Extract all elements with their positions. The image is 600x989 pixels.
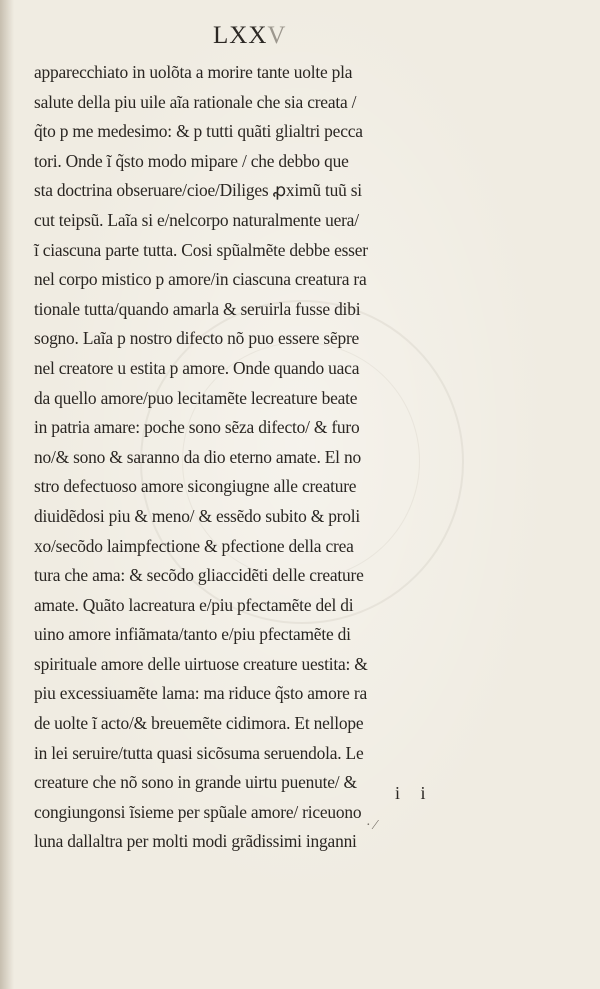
text-line: creature che nõ sono in grande uirtu puenute/ & [34, 772, 357, 793]
text-line: in lei seruire/tutta quasi sicõsuma seruendola. Le [34, 742, 364, 763]
folio-faded-text: V [267, 22, 287, 49]
text-line: tionale tutta/quando amarla & seruirla fusse dibi [34, 298, 361, 319]
text-line: q̃to p me medesimo: & p tutti quãti glialtri pecca [34, 121, 363, 142]
text-line: amate. Quãto lacreatura e/piu pfectamẽte del di [34, 594, 354, 615]
folio-number [213, 22, 286, 50]
pen-mark: · ⁄ [366, 818, 377, 833]
text-line: cut teipsũ. Laĩa si e/nelcorpo naturalmente uera/ [34, 209, 359, 230]
text-block [34, 58, 474, 857]
text-line: sogno. Laĩa p nostro difecto nõ puo essere sẽpre [34, 328, 360, 349]
text-line: diuidẽdosi piu & meno/ & essẽdo subito & proli [34, 505, 361, 526]
text-line: stro defectuoso amore sicongiugne alle creature [34, 476, 357, 497]
text-line: nel creatore u estita p amore. Onde quando uaca [34, 357, 360, 378]
text-line: tori. Onde ĩ q̃sto modo mipare / che debbo que [34, 150, 349, 171]
text-line: in patria amare: poche sono sẽza difecto/ & furo [34, 417, 360, 438]
text-line: salute della piu uile aĩa rationale che sia creata / [34, 91, 357, 112]
text-line: no/& sono & saranno da dio eterno amate. El no [34, 446, 361, 467]
text-line: de uolte ĩ acto/& breuemẽte cidimora. Et nellope [34, 713, 364, 734]
text-line: congiungonsi ĩsieme per spũale amore/ riceuono [34, 801, 362, 822]
text-line: nel corpo mistico p amore/in ciascuna creatura ra [34, 269, 367, 290]
text-line: tura che ama: & secõdo gliaccidẽti delle creature [34, 565, 364, 586]
text-line: da quello amore/puo lecitamẽte lecreature beate [34, 387, 358, 408]
text-line: uino amore infiãmata/tanto e/piu pfectamẽte di [34, 624, 351, 645]
text-line: ĩ ciascuna parte tutta. Cosi spũalmẽte debbe esser [34, 239, 368, 260]
text-line: spirituale amore delle uirtuose creature uestita: & [34, 653, 368, 674]
folio-text: LXX [213, 22, 268, 49]
text-line: apparecchiato in uolõta a morire tante uolte pla [34, 62, 353, 82]
text-line: sta doctrina obseruare/cioe/Diliges ꝓximũ tuũ si [34, 180, 362, 201]
gutter-shadow [0, 0, 14, 989]
text-line: xo/secõdo laimpfectione & pfectione della crea [34, 535, 354, 556]
text-line: piu excessiuamẽte lama: ma riduce q̃sto amore ra [34, 683, 367, 704]
signature-mark: i i [395, 783, 434, 803]
text-line: luna dallaltra per molti modi grãdissimi inganni [34, 831, 357, 852]
